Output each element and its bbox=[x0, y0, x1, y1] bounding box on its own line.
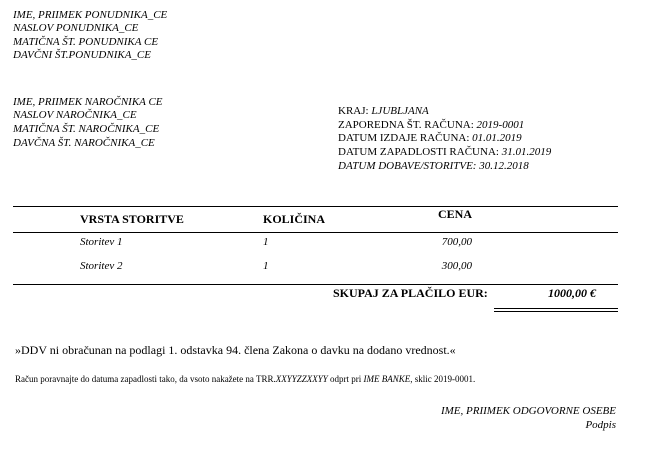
supplier-tax-number: DAVČNI ŠT.PONUDNIKA_CE bbox=[13, 49, 151, 61]
customer-name: IME, PRIIMEK NAROČNIKA CE bbox=[13, 96, 163, 108]
supplier-registration-number: MATIČNA ŠT. PONUDNIKA CE bbox=[13, 36, 159, 48]
payment-prefix: Račun poravnajte do datuma zapadlosti tako, da vsoto nakažete na TRR. bbox=[15, 374, 276, 384]
column-header-service: VRSTA STORITVE bbox=[80, 212, 184, 226]
payment-middle: odprt pri bbox=[327, 374, 364, 384]
total-value: 1000,00 € bbox=[548, 286, 596, 300]
signature-label: Podpis bbox=[585, 419, 616, 431]
invoice-due-value: 31.01.2019 bbox=[501, 146, 552, 158]
invoice-place-value: LJUBLJANA bbox=[371, 105, 429, 117]
total-label: SKUPAJ ZA PLAČILO EUR: bbox=[333, 286, 488, 300]
invoice-due-label: DATUM ZAPADLOSTI RAČUNA: bbox=[338, 146, 499, 158]
row-quantity: 1 bbox=[263, 260, 269, 272]
invoice-place-label: KRAJ: bbox=[338, 105, 369, 117]
payment-suffix: , sklic 2019-0001. bbox=[410, 374, 476, 384]
invoice-issue-date bbox=[338, 131, 522, 145]
invoice-issue-value: 01.01.2019 bbox=[472, 132, 522, 144]
row-price: 300,00 bbox=[441, 260, 472, 272]
invoice-place bbox=[338, 104, 429, 118]
customer-tax-number: DAVČNA ŠT. NAROČNIKA_CE bbox=[13, 137, 155, 149]
invoice-number-value: 2019-0001 bbox=[476, 119, 525, 131]
vat-note: »DDV ni obračunan na podlagi 1. odstavka 94. člena Zakona o davku na dodano vrednost.« bbox=[15, 343, 456, 357]
column-header-price: CENA bbox=[438, 207, 473, 221]
invoice-number-label: ZAPOREDNA ŠT. RAČUNA: bbox=[338, 119, 474, 131]
table-header-divider bbox=[13, 232, 618, 233]
payment-instructions bbox=[15, 374, 475, 385]
row-price: 700,00 bbox=[441, 236, 472, 248]
invoice-number bbox=[338, 118, 524, 132]
column-header-quantity: KOLIČINA bbox=[263, 212, 326, 226]
row-service: Storitev 1 bbox=[80, 236, 123, 248]
row-quantity: 1 bbox=[263, 236, 269, 248]
row-service: Storitev 2 bbox=[80, 260, 123, 272]
table-top-border bbox=[13, 206, 618, 207]
total-underline-bottom bbox=[494, 311, 618, 312]
payment-account: XXYYZZXXYY bbox=[275, 374, 328, 384]
customer-address: NASLOV NAROČNIKA_CE bbox=[13, 109, 137, 121]
signatory-name: IME, PRIIMEK ODGOVORNE OSEBE bbox=[440, 405, 616, 417]
supplier-name: IME, PRIIMEK PONUDNIKA_CE bbox=[13, 9, 168, 21]
invoice-issue-label: DATUM IZDAJE RAČUNA: bbox=[338, 132, 470, 144]
total-underline-top bbox=[494, 308, 618, 309]
invoice-due-date bbox=[338, 145, 551, 159]
supplier-address: NASLOV PONUDNIKA_CE bbox=[13, 22, 139, 34]
customer-registration-number: MATIČNA ŠT. NAROČNIKA_CE bbox=[13, 123, 160, 135]
table-bottom-border bbox=[13, 284, 618, 285]
invoice-delivery-date: DATUM DOBAVE/STORITVE: 30.12.2018 bbox=[338, 160, 529, 172]
payment-bank: IME BANKE bbox=[363, 374, 411, 384]
